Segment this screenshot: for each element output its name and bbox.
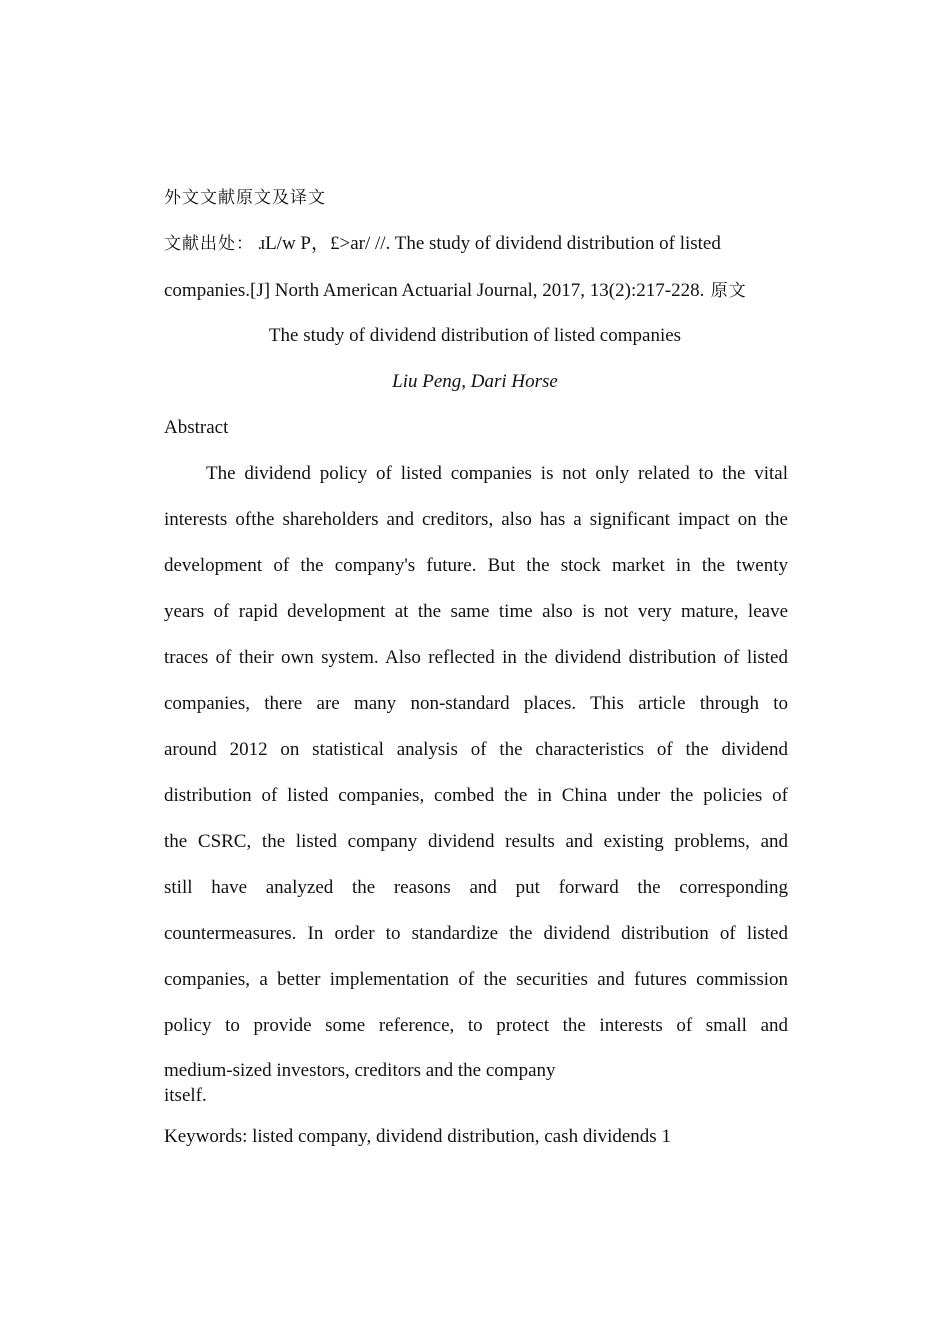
abstract-line: policy to provide some reference, to protect the interests of small and xyxy=(164,1015,788,1036)
abstract-heading: Abstract xyxy=(164,417,229,438)
article-authors: Liu Peng, Dari Horse xyxy=(392,371,558,392)
abstract-line: interests ofthe shareholders and creditors, also has a significant impact on the xyxy=(164,509,788,530)
source-prefix: 文献出处： xyxy=(164,234,254,254)
abstract-line: distribution of listed companies, combed the in China under the policies of xyxy=(164,785,788,806)
source-citation-text-1: ɹL/w P，£>ar/ //. The study of dividend distribution of listed xyxy=(254,233,721,254)
source-citation-line-2 xyxy=(164,279,747,303)
keywords: Keywords: listed company, dividend distribution, cash dividends 1 xyxy=(164,1126,671,1147)
abstract-line: around 2012 on statistical analysis of the characteristics of the dividend xyxy=(164,739,788,760)
abstract-line: The dividend policy of listed companies is not only related to the vital xyxy=(206,463,788,484)
source-suffix: 原文 xyxy=(704,281,747,301)
abstract-line: companies, a better implementation of the securities and futures commission xyxy=(164,969,788,990)
article-title: The study of dividend distribution of listed companies xyxy=(268,325,682,346)
section-title: 外文文献原文及译文 xyxy=(164,188,326,208)
abstract-line: countermeasures. In order to standardize the dividend distribution of listed xyxy=(164,923,788,944)
abstract-tail-line-2: itself. xyxy=(164,1085,207,1106)
abstract-line: the CSRC, the listed company dividend results and existing problems, and xyxy=(164,831,788,852)
abstract-tail-line-1: medium-sized investors, creditors and the company xyxy=(164,1060,556,1081)
abstract-line: traces of their own system. Also reflected in the dividend distribution of listed xyxy=(164,647,788,668)
abstract-line: years of rapid development at the same time also is not very mature, leave xyxy=(164,601,788,622)
abstract-line: still have analyzed the reasons and put forward the corresponding xyxy=(164,877,788,898)
abstract-line: companies, there are many non-standard places. This article through to xyxy=(164,693,788,714)
source-citation-text-2: companies.[J] North American Actuarial Journal, 2017, 13(2):217-228. xyxy=(164,280,705,301)
source-citation-line-1 xyxy=(164,232,721,256)
abstract-line: development of the company's future. But the stock market in the twenty xyxy=(164,555,788,576)
